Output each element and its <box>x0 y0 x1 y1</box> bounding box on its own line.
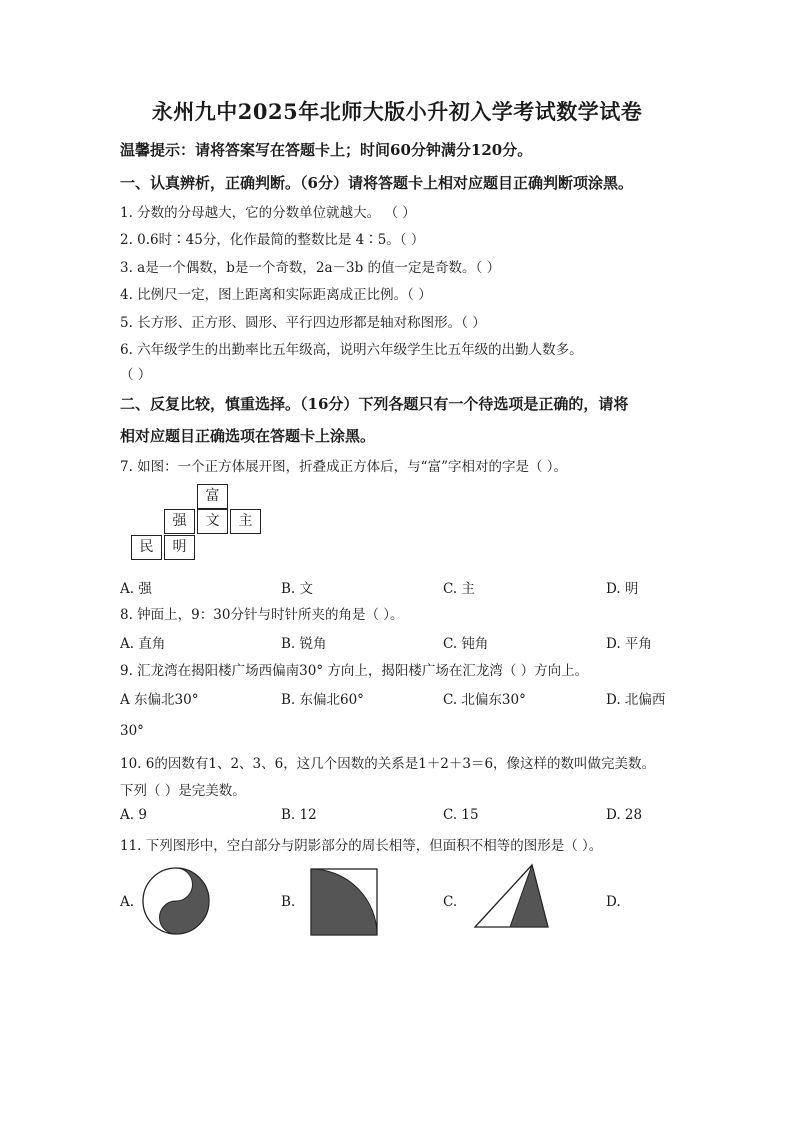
question-11: 11. 下列图形中，空白部分与阴影部分的周长相等，但面积不相等的图形是（ ）。 <box>120 838 603 854</box>
tip-text: 温馨提示：请将答案写在答题卡上；时间60分钟满分120分。 <box>120 141 533 159</box>
q11-option-b: B. <box>281 894 296 910</box>
net-cell-min: 民 <box>131 535 162 560</box>
question-10-line1: 10. 6的因数有1、2、3、6，这几个因数的关系是1＋2＋3＝6，像这样的数叫做完美数。 <box>120 756 656 772</box>
question-6-paren: （ ） <box>120 367 152 383</box>
q7-option-c: C. 主 <box>443 581 475 597</box>
question-4: 4. 比例尺一定，图上距离和实际距离成正比例。（ ） <box>120 287 432 303</box>
question-3: 3. a是一个偶数，b是一个奇数，2a－3b 的值一定是奇数。（ ） <box>120 260 501 276</box>
q7-option-b: B. 文 <box>281 581 314 597</box>
q11-option-c: C. <box>443 894 458 910</box>
triangle-figure-icon <box>472 863 552 929</box>
q8-option-d: D. 平角 <box>606 636 652 652</box>
q9-option-d-wrap: 30° <box>120 723 144 739</box>
section1-heading: 一、认真辨析，正确判断。（6分）请将答题卡上相对应题目正确判断项涂黑。 <box>120 174 633 192</box>
net-cell-fu: 富 <box>197 484 228 509</box>
section2-heading-line2: 相对应题目正确选项在答题卡上涂黑。 <box>120 427 376 445</box>
taiji-figure-icon <box>141 866 211 936</box>
q8-option-b: B. 锐角 <box>281 636 327 652</box>
question-1: 1. 分数的分母越大，它的分数单位就越大。 （ ） <box>120 205 416 221</box>
q10-option-c: C. 15 <box>443 807 479 823</box>
q10-option-b: B. 12 <box>281 807 317 823</box>
question-10-line2: 下列（ ）是完美数。 <box>120 783 246 799</box>
q7-option-a: A. 强 <box>120 581 152 597</box>
quarter-circle-square-figure-icon <box>310 868 378 936</box>
net-cell-wen: 文 <box>197 509 228 534</box>
question-8: 8. 钟面上，9：30分针与时针所夹的角是（ ）。 <box>120 607 404 623</box>
question-7: 7. 如图：一个正方体展开图，折叠成正方体后，与“富”字相对的字是（ ）。 <box>120 459 568 475</box>
q8-option-c: C. 钝角 <box>443 636 489 652</box>
question-6: 6. 六年级学生的出勤率比五年级高，说明六年级学生比五年级的出勤人数多。 <box>120 342 583 358</box>
q10-option-a: A. 9 <box>120 807 147 823</box>
net-cell-zhu: 主 <box>230 509 261 534</box>
q9-option-d: D. 北偏西 <box>606 692 666 708</box>
q9-option-b: B. 东偏北60° <box>281 692 364 708</box>
question-5: 5. 长方形、正方形、圆形、平行四边形都是轴对称图形。（ ） <box>120 315 486 331</box>
q11-option-d: D. <box>606 894 621 910</box>
question-9: 9. 汇龙湾在揭阳楼广场西偏南30° 方向上，揭阳楼广场在汇龙湾（ ）方向上。 <box>120 663 589 679</box>
net-cell-ming: 明 <box>164 535 195 560</box>
question-2: 2. 0.6时∶45分，化作最简的整数比是 4∶5。（ ） <box>120 232 425 248</box>
q8-option-a: A. 直角 <box>120 636 166 652</box>
section2-heading-line1: 二、反复比较，慎重选择。（16分）下列各题只有一个待选项是正确的，请将 <box>120 395 629 413</box>
q7-option-d: D. 明 <box>606 581 639 597</box>
page-title: 永州九中2025年北师大版小升初入学考试数学试卷 <box>151 99 643 124</box>
q11-option-a: A. <box>120 894 135 910</box>
q10-option-d: D. 28 <box>606 807 643 823</box>
q9-option-a: A 东偏北30° <box>120 692 199 708</box>
q9-option-c: C. 北偏东30° <box>443 692 526 708</box>
net-cell-qiang: 强 <box>164 509 195 534</box>
